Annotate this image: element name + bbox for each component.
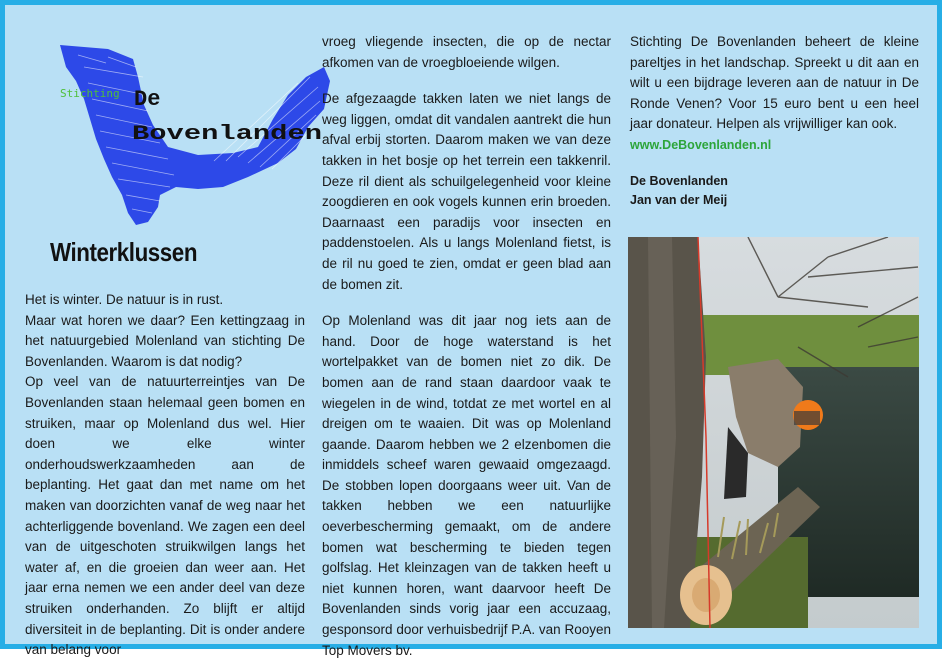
- article-title: Winterklussen: [50, 237, 198, 267]
- photo-tree-felling: [628, 237, 919, 628]
- paragraph: Maar wat horen we daar? Een kettingzaag in het natuurgebied Molenland van stichting De Bovenlanden. Waarom is dat nodig?: [25, 312, 305, 369]
- column-2: [322, 32, 611, 661]
- visor: [794, 411, 820, 425]
- author-org: De Bovenlanden: [630, 173, 728, 188]
- meadow: [688, 315, 919, 375]
- paragraph: Op veel van de natuurterreintjes van De Bovenlanden staan helemaal geen bomen en struiken, maar op Molenland dus wel. Hier doen we elke winter onderhoudswerkzaamheden aan de beplanting. Het gaat dan met name om het maken van doorzichten vanaf de weg naar het achterliggende bovenland. We zagen een deel van de uitgeschoten struikwilgen langs het water af, en die groeien dan weer aan. Het jaar erna nemen we een ander deel van deze struiken onderhanden. Zo blijft er altijd diversiteit in de beplanting. Dit is onder andere van belang voor: [25, 374, 305, 658]
- logo-stichting: Stichting: [60, 87, 120, 100]
- website-link[interactable]: www.DeBovenlanden.nl: [630, 137, 772, 152]
- column-3: [630, 32, 919, 210]
- paragraph: Op Molenland was dit jaar nog iets aan de hand. Door de hoge waterstand is het wortelpakket van de bomen niet zo dik. De bomen aan de rand staan daardoor vaak te wiegelen in de wind, totdat ze met wortel en al dreigen om te waaien. Dit was op Molenland gaande. Daarom hebben we 2 elzenbomen die inmiddels scheef waren gewaaid omgezaagd. De stobben lopen doorgaans weer uit. Van de takken hebben we een natuurlijke oeverbescherming gemaakt, om de andere bomen wat bescherming te bieden tegen golfslag. Het kleinzagen van de takken heeft u niet kunnen horen, want daarvoor heeft De Bovenlanden sinds vorig jaar een accuzaag, gesponsord door verhuisbedrijf P.A. van Rooyen Top Movers bv.: [322, 313, 611, 658]
- logo-de: De: [134, 87, 161, 112]
- logo-bovenlanden: Bovenlanden: [132, 123, 322, 146]
- paragraph: Het is winter. De natuur is in rust.: [25, 292, 224, 307]
- paragraph: vroeg vliegende insecten, die op de nectar afkomen van de vroegbloeiende wilgen.: [322, 34, 611, 70]
- paragraph: De afgezaagde takken laten we niet langs de weg liggen, omdat dit vandalen aantrekt die hun afval erbij storten. Daarom maken we van deze takken in het bosje op het terrein een takkenril. Deze ril dient als schuilgelegenheid voor kleine zoogdieren en ook vogels kunnen erin broeden. Daarnaast een paradijs voor insecten en paddenstoelen. Als u langs Molenland fietst, is de ril nu goed te zien, omdat er geen blad aan de bomen zit.: [322, 91, 611, 292]
- column-1-text: [25, 290, 305, 661]
- bovenlanden-logo: [48, 37, 333, 227]
- paragraph: Stichting De Bovenlanden beheert de kleine pareltjes in het landschap. Spreekt u dit aan en wilt u een bijdrage leveren aan de natuur in De Ronde Venen? Voor 15 euro bent u een heel jaar donateur. Helpen als vrijwilliger kan ook.: [630, 34, 919, 132]
- author-name: Jan van der Meij: [630, 192, 728, 207]
